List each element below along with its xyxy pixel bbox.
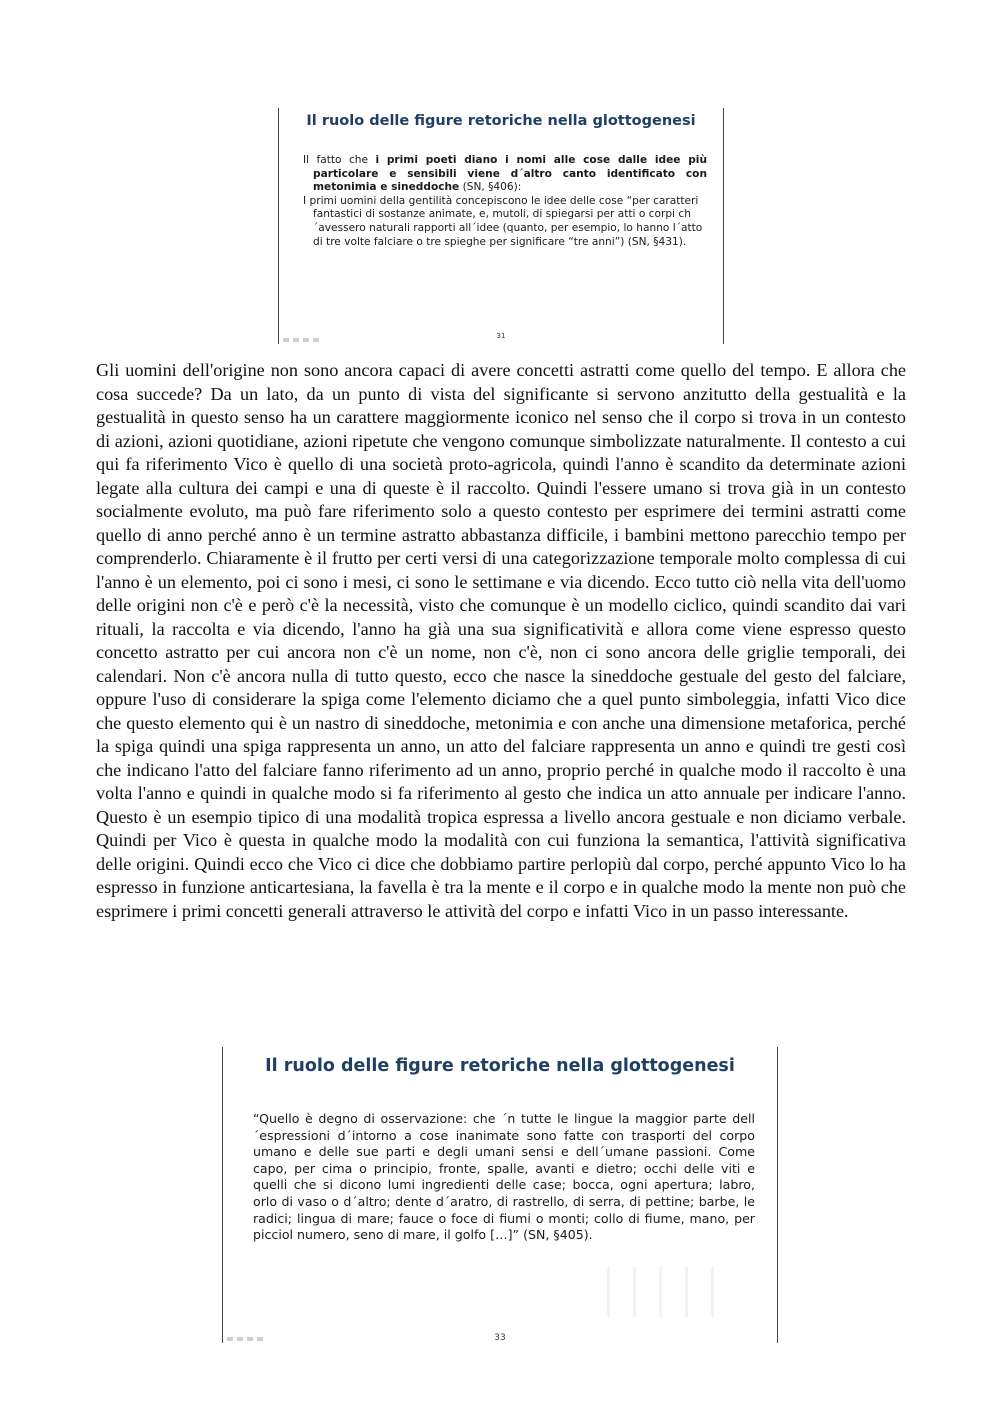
slide-text-bold: i primi poeti diano i nomi alle cose dalle idee più particolare e sensibili viene d´altro canto identificato con metonimia e sineddoche bbox=[313, 154, 707, 194]
slide-text-prefix: Il fatto che bbox=[303, 154, 376, 166]
slide-title: Il ruolo delle figure retoriche nella glottogenesi bbox=[306, 113, 696, 129]
slide-paragraph-1 bbox=[303, 154, 707, 195]
slide-quote: “Quello è degno di osservazione: che ´n tutte le lingue la maggior parte dell´espressioni d´intorno a cose inanimate sono fatte con trasporti del corpo umano e delle sue parti e degli umani sensi e dell´umane passioni. Come capo, per cima o principio, fronte, spalle, avanti e dietro; occhi delle viti e quelli che si dicono lumi ingredienti delle case; bocca, ogni apertura; labro, orlo di vaso o d´altro; dente d´aratro, di rastrello, di serra, di pettine; barbe, le radici; lingua di mare; fauce o foce di fiumi o monti; collo di fiume, mano, per picciol numero, seno di mare, il golfo […]” (SN, §405). bbox=[253, 1111, 755, 1243]
slide-text-suffix: (SN, §406): bbox=[459, 181, 522, 194]
slide-page-number: 31 bbox=[496, 332, 506, 340]
body-paragraph: Gli uomini dell'origine non sono ancora capaci di avere concetti astratti come quello del tempo. E allora che cosa succede? Da un lato, da un punto di vista del significante si servono anzitutto della gestualità e la gestualità in questo senso ha un carattere maggiormente iconico nel senso che il corpo si trova in un contesto di azioni, azioni quotidiane, azioni ripetute che vengono comunque simbolizzate naturalmente. Il contesto a cui qui fa riferimento Vico è quello di una società proto-agricola, quindi l'anno è scandito da determinate azioni legate alla cultura dei campi e una di queste è il raccolto. Quindi l'essere umano si trova già in un contesto socialmente evoluto, ma può fare riferimento solo a questo contesto per esprimere dei termini astratti come quello di anno perché anno è un termine astratto abbastanza difficile, i bambini mettono parecchio tempo per comprenderlo. Chiaramente è il frutto per certi versi di una categorizzazione temporale molto complessa di cui l'anno è un elemento, poi ci sono i mesi, ci sono le settimane e via dicendo. Ecco tutto ciò nella vita dell'uomo delle origini non c'è e però c'è la necessità, visto che comunque è un modello ciclico, quindi scandito dai vari rituali, la raccolta e via dicendo, l'anno ha già una sua significatività e allora come viene espresso questo concetto astratto per cui ancora non c'è un nome, non c'è, non ci sono ancora delle griglie temporali, dei calendari. Non c'è ancora nulla di tutto questo, ecco che nasce la sineddoche gestuale del gesto del falciare, oppure l'uso di considerare la spiga come l'elemento diciamo che a quel punto simboleggia, infatti Vico dice che questo elemento qui è un nastro di sineddoche, metonimia e con anche una dimensione metaforica, perché la spiga quindi una spiga rappresenta un anno, un atto del falciare rappresenta un anno e quindi tre gesti così che indicano l'atto del falciare fanno riferimento ad un anno, proprio perché in qualche modo il raccolto è una volta l'anno e quindi in qualche modo si fa riferimento al gesto che indica un atto annuale per indicare l'anno. Questo è un esempio tipico di una modalità tropica espressa a livello ancora gestuale e non diciamo verbale. Quindi per Vico è questa in qualche modo la modalità con cui funziona la semantica, l'attività significativa delle origini. Quindi ecco che Vico ci dice che dobbiamo partire perlopiù dal corpo, perché appunto Vico lo ha espresso in funzione anticartesiana, la favella è tra la mente e il corpo e in qualche modo la mente non può che esprimere i primi concetti generali attraverso le attività del corpo e infatti Vico in un passo interessante. bbox=[96, 360, 906, 921]
slide-image-31 bbox=[278, 108, 724, 344]
slide-image-33 bbox=[222, 1047, 778, 1343]
slide-title: Il ruolo delle figure retoriche nella glottogenesi bbox=[265, 1056, 735, 1076]
slide-body bbox=[303, 154, 707, 249]
slide-background-decoration bbox=[607, 1267, 727, 1317]
slide-page-number: 33 bbox=[494, 1333, 506, 1343]
slide-paragraph-2: I primi uomini della gentilità concepiscono le idee delle cose “per caratteri fantastici di sostanze animate, e, mutoli, di spiegarsi per atti o corpi ch´avessero naturali rapporti all´idee (quanto, per esempio, lo hanno l´atto di tre volte falciare o tre spieghe per significare “tre anni”) (SN, §431). bbox=[303, 194, 703, 248]
